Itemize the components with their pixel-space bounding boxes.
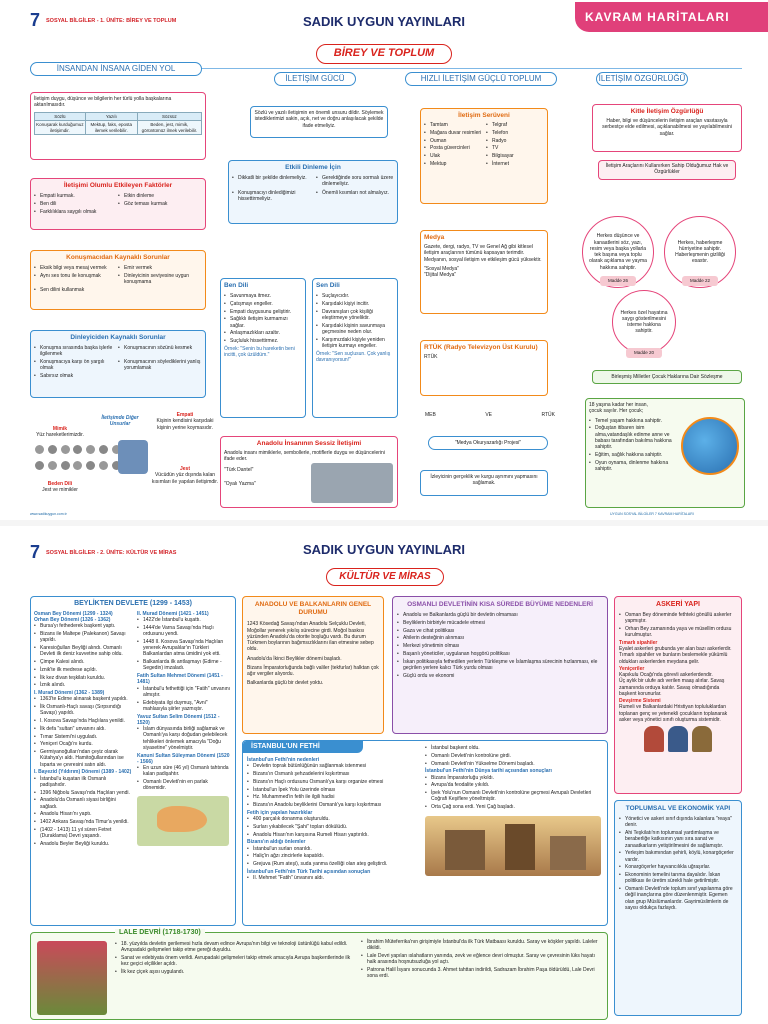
anadolu-box (242, 596, 384, 734)
rtuk-title: RTÜK (Radyo Televizyon Üst Kurulu) (424, 344, 538, 351)
list-item: • Ahilerin desteğinin alınması (397, 635, 603, 641)
intro-text: İletişim duygu, düşünce ve bilgilerin her türlü yolla başkalarına aktarılmasıdır. (34, 96, 172, 109)
website-text: www.sadikuygun.com.tr (30, 512, 67, 516)
face-icon (99, 461, 108, 470)
list-item: • 1422'de İstanbul'u kuşattı. (137, 617, 232, 623)
list-item: • Çimpe Kalesi alındı. (34, 659, 133, 665)
list-item: • Konuşmacıya karşı ön yargılı olmak (34, 359, 118, 372)
table-head: Sözlü (35, 112, 86, 121)
list-item: • Sanat ve edebiyata önem verildi. Avrupadaki gelişmeleri takip etmek amacıyla Avrupa başkentlerinde ilk kez geçici elçilikler açıldı. (115, 955, 355, 968)
list-item: • Radyo (486, 138, 544, 144)
list-item: • Tamtam (424, 122, 482, 128)
list-item: • Konuşmacının sözünü kesmek (118, 345, 202, 358)
toplumsal-box (614, 800, 742, 1016)
bendili-example: Örnek: "Senin bu hareketin beni incitti, çok üzüldüm." (224, 345, 295, 359)
toplumsal-title: TOPLUMSAL VE EKONOMİK YAPI (625, 805, 731, 812)
ve-label: VE (485, 412, 492, 418)
sessiz-text: Anadolu insanı mimiklerle, sembollerle, motiflerle duygu ve düşüncelerini ifade eder. (224, 450, 385, 463)
list-item: • Edebiyata ilgi duymuş, "Avni" mahlasıyla şiirler yazmıştır. (137, 700, 232, 713)
osman-title: Osman Bey Dönemi (1299 - 1324) (34, 610, 113, 617)
olumlu-title: İletişimi Olumlu Etkileyen Faktörler (63, 182, 173, 189)
okuryazar-pill: "Medya Okuryazarlığı Projesi" (428, 436, 548, 450)
list-item: • Ahi Teşkilatı'nın toplumsal yardımlaşma ve beraberliğe katkısının yanı sıra sanat ve zanaatkarların yetiştirilmesini de sağlamıştır. (619, 830, 737, 849)
list-item: • İstanbul'u kuşatan ilk Osmanlı padişahıdır. (34, 776, 133, 789)
list-item: • Bizans'ın Haçlı ordusunu Osmanlı'ya karşı organize etmesi (247, 779, 417, 785)
list-item: • 18. yüzyılda devletin gerilemesi hızla devam edince Avrupa'nın bilgi ve teknoloji üstünlüğü kabul edildi. Avrupadaki gelişmeleri takip etme gereği duyuldu. (115, 941, 355, 954)
medya-box (420, 230, 548, 314)
olumlu-box (30, 178, 206, 230)
rtuk-box (420, 340, 548, 396)
list-item: • Temel yaşam hakkına sahiptir. (589, 418, 679, 424)
list-item: • Anlaşmazlıkları azaltır. (224, 330, 302, 336)
beden-title: Beden Dili (47, 481, 73, 487)
medya-item: "Dijital Medya" (424, 272, 457, 279)
ozgurluk-text: Haber, bilgi ve düşüncelerin iletişim araçları vasıtasıyla serbestçe elde edilmesi, açıklanabilmesi ve yayılabilmesini sağlar. (602, 118, 732, 137)
face-icon (61, 461, 70, 470)
anadolu-text-2: Anadolu'da İkinci Beylikler dönemi başladı. (247, 655, 342, 662)
list-item: • Farklılıklara saygılı olmak (34, 209, 118, 215)
list-item: • Konargöçerler hayvancılıkla uğraşırlar. (619, 864, 737, 870)
list-item: • Patrona Halil İsyanı sonucunda 3. Ahmet tahttan indirildi, Sadrazam İbrahim Paşa öldürüldü, Lale Devri sona erdi. (361, 967, 601, 980)
list-item: • Yeniçeri Ocağı'nı kurdu. (34, 741, 133, 747)
list-item: • Bizans'ın Osmanlı şehzadelerini kışkırtması (247, 771, 417, 777)
istanbul-title: İSTANBUL'UN FETHİ (243, 741, 363, 753)
timarli-title: Tımarlı sipahiler (619, 639, 658, 646)
guc-intro-box: Sözlü ve yazılı iletişimin en önemli unsuru dildir. Söylemek istediklerimizi sakin, açık, net ve doğru anlaşılacak şekilde ifade etmeliyiz. (250, 106, 388, 138)
list-item: • Güçlü ordu ve ekonomi (397, 673, 603, 679)
list-item: • Gaza ve cihat politikası (397, 628, 603, 634)
medya-text: Gazete, dergi, radyo, TV ve Genel Ağ gibi kitlesel iletişim araçlarının tümünü kapsayan terimdir. Medyanın, sosyal iletişim ve etkileşim gücü yüksektir. (424, 244, 542, 263)
sessiz-title: Anadolu İnsanının Sessiz İletişimi (256, 440, 362, 447)
list-item: • Eksik bilgi veya mesaj vermek (34, 265, 118, 271)
face-icon (61, 445, 70, 454)
list-item: • I. Kosova Savaşı'nda Haçlılara yenildi. (34, 718, 133, 724)
list-item: • 400 parçalık donanma oluşturuldu. (247, 816, 417, 822)
konusmaci-box (30, 250, 206, 310)
madde3-circle (612, 290, 676, 354)
lale-title: LALE DEVRİ (1718-1730) (115, 929, 205, 938)
list-item: • Savunmaya itmez. (224, 293, 302, 299)
mimik-block (30, 426, 90, 439)
list-item: • Bizans'ın Anadolu beyliklerini Osmanlı'ya karşı kışkırtması (247, 802, 417, 808)
list-item: • Konuşma sırasında başka işlerle ilgilenmek (34, 345, 118, 358)
list-item: • Başarılı yöneticiler, uygulanan hoşgörü politikası (397, 651, 603, 657)
list-item: • 1444'de Varna Savaşı'nda Haçlı ordusunu yendi. (137, 625, 232, 638)
list-item: • Bizans İmparatorluğu yıkıldı. (425, 775, 603, 781)
rtuk-text: RTÜK (424, 354, 438, 361)
medya-item: "Sosyal Medya" (424, 265, 459, 272)
list-item: • Beyliklerin birbiriyle mücadele etmesi (397, 620, 603, 626)
list-item: • Osmanlı Devleti'nin en parlak dönemidir. (137, 779, 232, 792)
beylik-box (30, 596, 236, 926)
list-item: • Ben dili (34, 201, 118, 207)
fetih-sonuc-title: İstanbul'un Fethi'nin Türk Tarihi açısından sonuçları (247, 868, 371, 875)
yeniceri-title: Yeniçeriler (619, 665, 645, 672)
col-head-2: İLETİŞİM GÜCÜ (274, 72, 356, 86)
table-cell: Konuşarak kurduğumuz iletişimdir. (35, 121, 86, 135)
konusmaci-title: Konuşmacıdan Kaynaklı Sorunlar (66, 254, 170, 261)
people-illustration (118, 440, 148, 474)
list-item: • Sağlıklı iletişim kurmamızı sağlar. (224, 316, 302, 329)
list-item: • Mektup (424, 161, 482, 167)
madde3-label: Madde 20 (626, 348, 662, 358)
list-item: • İslam dünyasında birliği sağlamak ve Osmanlı'ya karşı doğudan gelebilecek tehlikeleri önlemek amacıyla "Doğu siyasetine" yönelmiştir. (137, 726, 232, 751)
hak-box: İletişim Araçlarını Kullanırken Sahip Olduğumuz Hak ve Özgürlükler (598, 160, 736, 180)
list-item: • Karesioğulları Beyliği alındı. Osmanlı Devleti ilk deniz kuvvetine sahip oldu. (34, 645, 133, 658)
askeri-title: ASKERİ YAPI (656, 601, 700, 608)
list-item: • Grejuva (Rum ateşi), suda yanma özelliği olan ateş geliştirdi. (247, 861, 417, 867)
col-head-4: İLETİŞİM ÖZGÜRLÜĞÜ (596, 72, 688, 86)
tulip-illustration (37, 941, 107, 1015)
list-item: • 1363'te Edirne alınarak başkent yapıldı. (34, 696, 133, 702)
list-item: • Eğitim, sağlık hakkına sahiptir. (589, 452, 679, 458)
face-icon (73, 461, 82, 470)
seruven-box (420, 108, 548, 204)
page-separator (0, 520, 768, 526)
list-item: • 1402 Ankara Savaşı'nda Timur'a yenildi. (34, 819, 133, 825)
anadolu-text-3: Bizans İmparatorluğunda bağlı valiler (tekfurlar) halktan çok ağır vergiler alıyordu. (247, 664, 379, 677)
list-item: • Ouman (424, 138, 482, 144)
list-item: • Dikkatli bir şekilde dinlemeliyiz. (232, 175, 310, 188)
list-item: • Orhan Bey zamanında yaya ve müsellim ordusu kurulmuştur. (619, 626, 737, 639)
list-item: • İstanbul'un surları onarıldı. (247, 846, 417, 852)
list-item: • İnternet (486, 161, 544, 167)
list-item: • Bursa'yı fethederek başkent yaptı. (34, 623, 133, 629)
devsirme-desc: Rumeli ve Balkanlardaki Hristiyan topluluklardan toplanan genç ve yetenekli çocukların toplanarak asker veya yönetici sınıfı oluşturma sistemidir. (619, 704, 728, 723)
list-item: • Osman Bey döneminde fethteki gönüllü askerler yapmıştır. (619, 612, 737, 625)
meb-label: MEB (425, 412, 436, 418)
list-item: • (1402 - 1413) 11 yıl süren Fetret (Duraklama) Devri yaşandı. (34, 827, 133, 840)
sessiz-item: "Oyalı Yazma" (224, 480, 256, 487)
list-item: • Konuşmacıyı dinlediğimizi hissettirmeliyiz. (232, 190, 310, 203)
list-item: • Önemli kısımları not almalıyız. (316, 190, 394, 203)
istanbul-box (242, 740, 608, 926)
list-item: • Osmanlı Devleti'nin kontrolüne girdi. (425, 753, 603, 759)
list-item: • En uzun süre (46 yıl) Osmanlı tahtında kalan padişahtır. (137, 765, 232, 778)
face-icon (48, 461, 57, 470)
seruven-title: İletişim Serüveni (458, 112, 510, 119)
anadolu-text-4: Balkanlarda güçlü bir devlet yoktu. (247, 680, 324, 687)
table-head: Yazılı (85, 112, 137, 121)
list-item: • Hz. Muhammed'in fetih ile ilgili hadisi (247, 794, 417, 800)
list-item: • Karşımızdaki kişiyle yeniden iletişim kurmayı engeller. (316, 337, 394, 350)
fortress-illustration (425, 816, 601, 876)
neden-title: İstanbul'un Fethi'nin nedenleri (247, 757, 320, 763)
list-item: • Dinleyicinin seviyesine uygun konuşmama (118, 273, 202, 286)
jest-desc: Vücüdün yüz dışında kalan kısımları ile yapılan iletişimdir. (151, 472, 219, 485)
madde2-label: Madde 22 (682, 276, 718, 286)
list-item: • Surları yıkabilecek "Şahi" topları dökülüdü. (247, 824, 417, 830)
list-item: • Karşıdaki kişinin savunmaya geçmesine neden olur. (316, 323, 394, 336)
list-item: • Anadolu Hisarı'nın karşısına Rumeli Hisarı yaptırıldı. (247, 832, 417, 838)
list-item: • Ekonominin temelini tarıma dayalıdır. İskan politikası ile üretim sürekli hale getirilmiştir. (619, 872, 737, 885)
list-item: • Bilgisayar (486, 153, 544, 159)
murad2-title: II. Murad Dönemi (1421 - 1451) (136, 610, 209, 617)
ozgurluk-box (592, 104, 742, 152)
list-item: • Telefon (486, 130, 544, 136)
okuryazar-desc: İzleyicinin gerçeklik ve kurgu ayrımını yapmasını sağlamak. (420, 470, 548, 496)
list-item: • İlk kez divan teşkilatı kuruldu. (34, 675, 133, 681)
list-item: • İstanbul'un İpek Yolu üzerinde olması (247, 787, 417, 793)
face-icon (86, 445, 95, 454)
col-head-3: HIZLI İLETİŞİM GÜÇLÜ TOPLUM (405, 72, 557, 86)
cocuk-intro: 18 yaşına kadar her insan, çocuk sayılır. Her çocuk; (589, 402, 648, 415)
sendili-title: Sen Dili (316, 282, 340, 289)
communication-type-table (34, 112, 202, 136)
fatih-title: Fatih Sultan Mehmet Dönemi (1451 - 1481) (136, 673, 223, 686)
list-item: • Yönetici ve askeri sınıf dışında kalanlara "reaya" denir. (619, 816, 737, 829)
list-item: • II. Mehmet "Fatih" ünvanını aldı. (247, 875, 417, 881)
list-item: • Devletin toprak bütünlüğünün sağlanmak istenmesi (247, 763, 417, 769)
dunya-title: İstanbul'un Fethi'nin Dünya tarihi açısından sonuçları (425, 768, 552, 775)
publisher-title: SADIK UYGUN YAYINLARI (302, 542, 466, 557)
empati-block (150, 412, 220, 431)
ozgurluk-title: Kitle İletişim Özgürlüğü (630, 108, 704, 115)
cocuk-box (585, 398, 745, 508)
page-number: 7 (30, 542, 41, 562)
list-item: • Posta güvercinleri (424, 145, 482, 151)
list-item: • Bizans ile Maltepe (Palekanon) Savaşı yapıldı. (34, 631, 133, 644)
page1-header (0, 0, 768, 38)
list-item: • Merkezi yönetimin olması (397, 643, 603, 649)
anadolu-title: ANADOLU VE BALKANLARIN GENEL DURUMU (254, 601, 372, 617)
list-item: • Germiyanoğulları'ndan çeyiz olarak Kütahya'yı aldı. Hamitoğullarından ise Isparta ve çevresini satın aldı. (34, 749, 133, 768)
devsirme-title: Devşirme Sistemi (619, 698, 661, 704)
list-item: • Karşıdaki kişiyi incitir. (316, 301, 394, 307)
lace-image (311, 463, 393, 503)
list-item: • Osmanlı Devleti'nin Yükselme Dönemi başladı. (425, 761, 603, 767)
unit-title: SOSYAL BİLGİLER - 2. ÜNİTE: KÜLTÜR VE MİRAS (46, 550, 177, 556)
list-item: • Sen dilini kullanmak (34, 287, 118, 293)
ottoman-map (137, 796, 229, 846)
list-item: • İskan politikasıyla fethedilen yerlerin Türkleşme ve İslamlaşma sürecinin hızlanması, ele geçirilen yerlere kalıcı Türk yurdu olması (397, 659, 603, 672)
list-item: • İlk Osmanlı-Haçlı savaşı (Sırpsındığı Savaşı) yapıldı. (34, 704, 133, 717)
list-item: • Lale Devri yapılan ıslahatların yanında, zevk ve eğlence devri olmuştur. Saray ve çevresinin lüks hayatı halk arasında hoşnutsuzluğa yol açtı. (361, 953, 601, 966)
madde1-text: Herkes düşünce ve kanaatlerini söz, yazı, resim veya başka yollarla tek başına veya toplu olarak açıklama ve yayma hakkına sahiptir. (589, 233, 647, 271)
orhan-title: Orhan Bey Dönemi (1326 - 1362) (34, 617, 111, 623)
bendili-title: Ben Dili (224, 282, 249, 289)
buyume-title: OSMANLI DEVLETİNİN KISA SÜREDE BÜYÜME NEDENLERİ (407, 601, 593, 608)
anadolu-text: 1243 Kösedağ Savaşı'ndan Anadolu Selçuklu Devleti, Moğollar yenerek yıkılış sürecine girdi. Moğol baskısı yüzünden Anadolu'da otorite boşluğu vardı. Bu durum Türkmen boylarının bağımsızlıklarını ilan etmesine sebep oldu. (247, 621, 374, 653)
list-item: • Emir vermek (118, 265, 202, 271)
list-item: • İznik alındı. (34, 682, 133, 688)
yeniceri-desc-2: Üç aylık bir ulufe adı verilen maaş alırlar. Savaş zamanında orduya katılır. Savaş olmadığında başkent korunurlar. (619, 678, 725, 697)
etkili-title: Etkili Dinleme İçin (285, 164, 341, 171)
list-item: • İbrahim Müteferrika'nın girişimiyle İstanbul'da ilk Türk Matbaası kuruldu. Saray ve köşkler yapıldı. Laleler dikildi. (361, 939, 601, 952)
face-icon (86, 461, 95, 470)
list-item: • Yerleşim bakımından şehirli, köylü, konargöçerler vardır. (619, 850, 737, 863)
list-item: • Empati kurmak. (34, 193, 118, 199)
list-item: • Aynı ses tonu ile konuşmak (34, 273, 118, 286)
etkili-box (228, 160, 398, 224)
list-item: • 1396 Niğbolu Savaşı'nda Haçlıları yendi. (34, 790, 133, 796)
beden-block (30, 481, 90, 494)
globe-illustration (681, 417, 739, 475)
dinleyici-title: Dinleyiciden Kaynaklı Sorunlar (70, 334, 166, 341)
bendili-box (220, 278, 306, 418)
medya-title: Medya (424, 234, 445, 241)
list-item: • Anadolu Hisarı'nı yaptı. (34, 811, 133, 817)
list-item: • Empati duygusunu geliştirir. (224, 309, 302, 315)
list-item: • Sabırsız olmak (34, 373, 118, 379)
page-number: 7 (30, 10, 41, 30)
list-item: • Anadolu'da Osmanlı siyasi birliğini sağladı. (34, 797, 133, 810)
empati-title: Empati (176, 412, 194, 418)
jest-block (150, 466, 220, 485)
face-icon (48, 445, 57, 454)
list-item: • TV (486, 145, 544, 151)
beylik-title: BEYLİKTEN DEVLETE (1299 - 1453) (74, 600, 192, 607)
list-item: • Anadolu ve Balkanlarda güçlü bir devletin olmaması (397, 612, 603, 618)
timarli-desc: Eyalet askerleri grubunda yer alan bazı askerlerdir. Tımarlı sipahiler ve bunların beslemekle yükümlü oldukları askerlerden meydana gelir. (619, 646, 732, 665)
list-item: • İznik'te ilk medrese açıldı. (34, 667, 133, 673)
list-item: • Doğuştan itibaren isim alma,vatandaşlık edinme anne ve babası tarafından bakılma hakkına sahiptir. (589, 425, 679, 450)
mimik-title: Mimik (52, 426, 68, 432)
face-icon (73, 445, 82, 454)
list-item: • Avrupa'da feodalite yıkıldı. (425, 782, 603, 788)
janissary-illustration (619, 726, 737, 752)
list-item: • Oyun oynama, dinlenme hakkına sahiptir. (589, 460, 679, 473)
beden-desc: Jest ve mimikler (42, 487, 78, 494)
list-item: • Anadolu Beyler Beyliği kuruldu. (34, 841, 133, 847)
list-item: • Göz teması kurmak (118, 201, 202, 207)
face-icon (35, 445, 44, 454)
list-item: • Gerektiğinde soru sormalı üzere dinlemeliyiz. (316, 175, 394, 188)
brand-title: KAVRAM HARİTALARI (585, 10, 730, 24)
jest-title: Jest (179, 466, 190, 472)
lale-box (30, 929, 608, 1020)
murad1-title: I. Murad Dönemi (1362 - 1389) (34, 690, 105, 696)
sendili-box (312, 278, 398, 418)
table-cell: Mektup, faks, eposta ilemek verilebilir. (85, 121, 137, 135)
unit-title: SOSYAL BİLGİLER - 1. ÜNİTE: BİREY VE TOPLUM (46, 18, 177, 24)
list-item: • İstanbul'u fethettiği için "Fatih" unvanını almıştır. (137, 686, 232, 699)
sendili-example: Örnek: "Sen suçlusun. Çok yanlış davranıyorsun!" (316, 350, 391, 363)
list-item: • Çatışmayı engeller. (224, 301, 302, 307)
face-icon (35, 461, 44, 470)
rtuk-label: RTÜK (541, 412, 555, 418)
list-item: • Davranışları çok kişiliği eleştirmeye yöneliktir. (316, 309, 394, 322)
madde2-text: Herkes, haberleşme hürriyetine sahiptir. Haberleşmenin gizliliği esastır. (675, 239, 725, 265)
unit-banner: KÜLTÜR VE MİRAS (326, 568, 444, 586)
face-icon (99, 445, 108, 454)
publisher-title: SADIK UYGUN YAYINLARI (302, 14, 466, 29)
madde1-label: Madde 26 (600, 276, 636, 286)
dinleyici-box (30, 330, 206, 398)
askeri-box (614, 596, 742, 794)
list-item: • Tımar Sistemi'ni uyguladı. (34, 734, 133, 740)
bm-box: Birleşmiş Milletler Çocuk Haklarına Dair Sözleşme (592, 370, 742, 384)
list-item: • Ulak (424, 153, 482, 159)
list-item: • Telgraf (486, 122, 544, 128)
page2-header (0, 530, 768, 568)
onlem-title: Bizans'ın aldığı önlemler (247, 839, 306, 846)
col-head-1: İNSANDAN İNSANA GİDEN YOL (30, 62, 202, 76)
list-item: • Balkanlarda ilk antlaşmayı (Edirne - Segedin) imzaladı. (137, 659, 232, 672)
meb-rtuk-row (425, 412, 555, 418)
sessiz-box (220, 436, 398, 508)
empati-desc: Kişinin kendisini karşıdaki kişinin yerine koymasıdır. (156, 418, 214, 431)
list-item: • Haliç'in ağzı zincirlerle kapatıldı. (247, 853, 417, 859)
hazirlik-title: Fetih için yapılan hazırlıklar (247, 809, 313, 816)
buyume-box (392, 596, 608, 734)
yavuz-title: Yavuz Sultan Selim Dönemi (1512 - 1520) (136, 713, 220, 726)
list-item: • İlk defa "sultan" unvanını aldı. (34, 726, 133, 732)
list-item: • 1448 II. Kosova Savaşı'nda Haçlıları yenerek Avrupalılar'ın Türkleri Balkanlardan atma ümidini yok etti. (137, 639, 232, 658)
list-item: • Konuşmacının söylediklerini yanlış yorumlamak (118, 359, 202, 372)
kanuni-title: Kanuni Sultan Süleyman Dönemi (1520 - 1566) (136, 752, 230, 765)
intro-box (30, 92, 206, 160)
list-item: • İpek Yolu'nun Osmanlı Devleti'nin kontrolüne geçmesi Avrupalı Devletleri Coğrafi Keşiflere yöneltmiştir. (425, 790, 603, 803)
sessiz-item: "Türk Dantel" (224, 466, 254, 473)
list-item: • İstanbul başkent oldu. (425, 745, 603, 751)
diger-unsurlar: İletişimde Diğer Unsurlar (101, 415, 139, 427)
madde3-text: Herkes özel hayatına saygı gösterilmesini isteme hakkına sahiptir. (620, 309, 668, 335)
unit-banner: BİREY VE TOPLUM (316, 44, 452, 64)
list-item: • Orta Çağ sona erdi. Yeni Çağ başladı. (425, 804, 603, 810)
table-head: Sözsüz (137, 112, 201, 121)
footer-text: UYGUN SOSYAL BİLGİLER 7 KAVRAM HARİTALARI (610, 512, 694, 516)
list-item: • Suçluluk hissettirmez. (224, 338, 302, 344)
list-item: • Etkin dinleme (118, 193, 202, 199)
list-item: • Osmanlı Devleti'nde toplum sınıf yapılanma göre değil inançlarına göre düzenlenmiştir. Egemen olan grup Müslümanlardır. Gayrimüslimlerin de sayısı oldukça fazlaydı. (619, 886, 737, 911)
list-item: • Mağara duvar resimleri (424, 130, 482, 136)
table-cell: Beden, jest, mimik, görüntümüz ilmek verilebilir. (137, 121, 201, 135)
list-item: • İlk kez çiçek aşısı uygulandı. (115, 969, 355, 975)
yeniceri-desc: Kapıkulu Ocağı'nda görevli askerlerdendir. (619, 672, 713, 678)
list-item: • Suçlayıcıdır. (316, 293, 394, 299)
mimik-desc: Yüz hareketlerimizdir. (36, 432, 84, 439)
bayezid-title: I. Bayezid (Yıldırım) Dönemi (1389 - 1402) (34, 769, 132, 776)
